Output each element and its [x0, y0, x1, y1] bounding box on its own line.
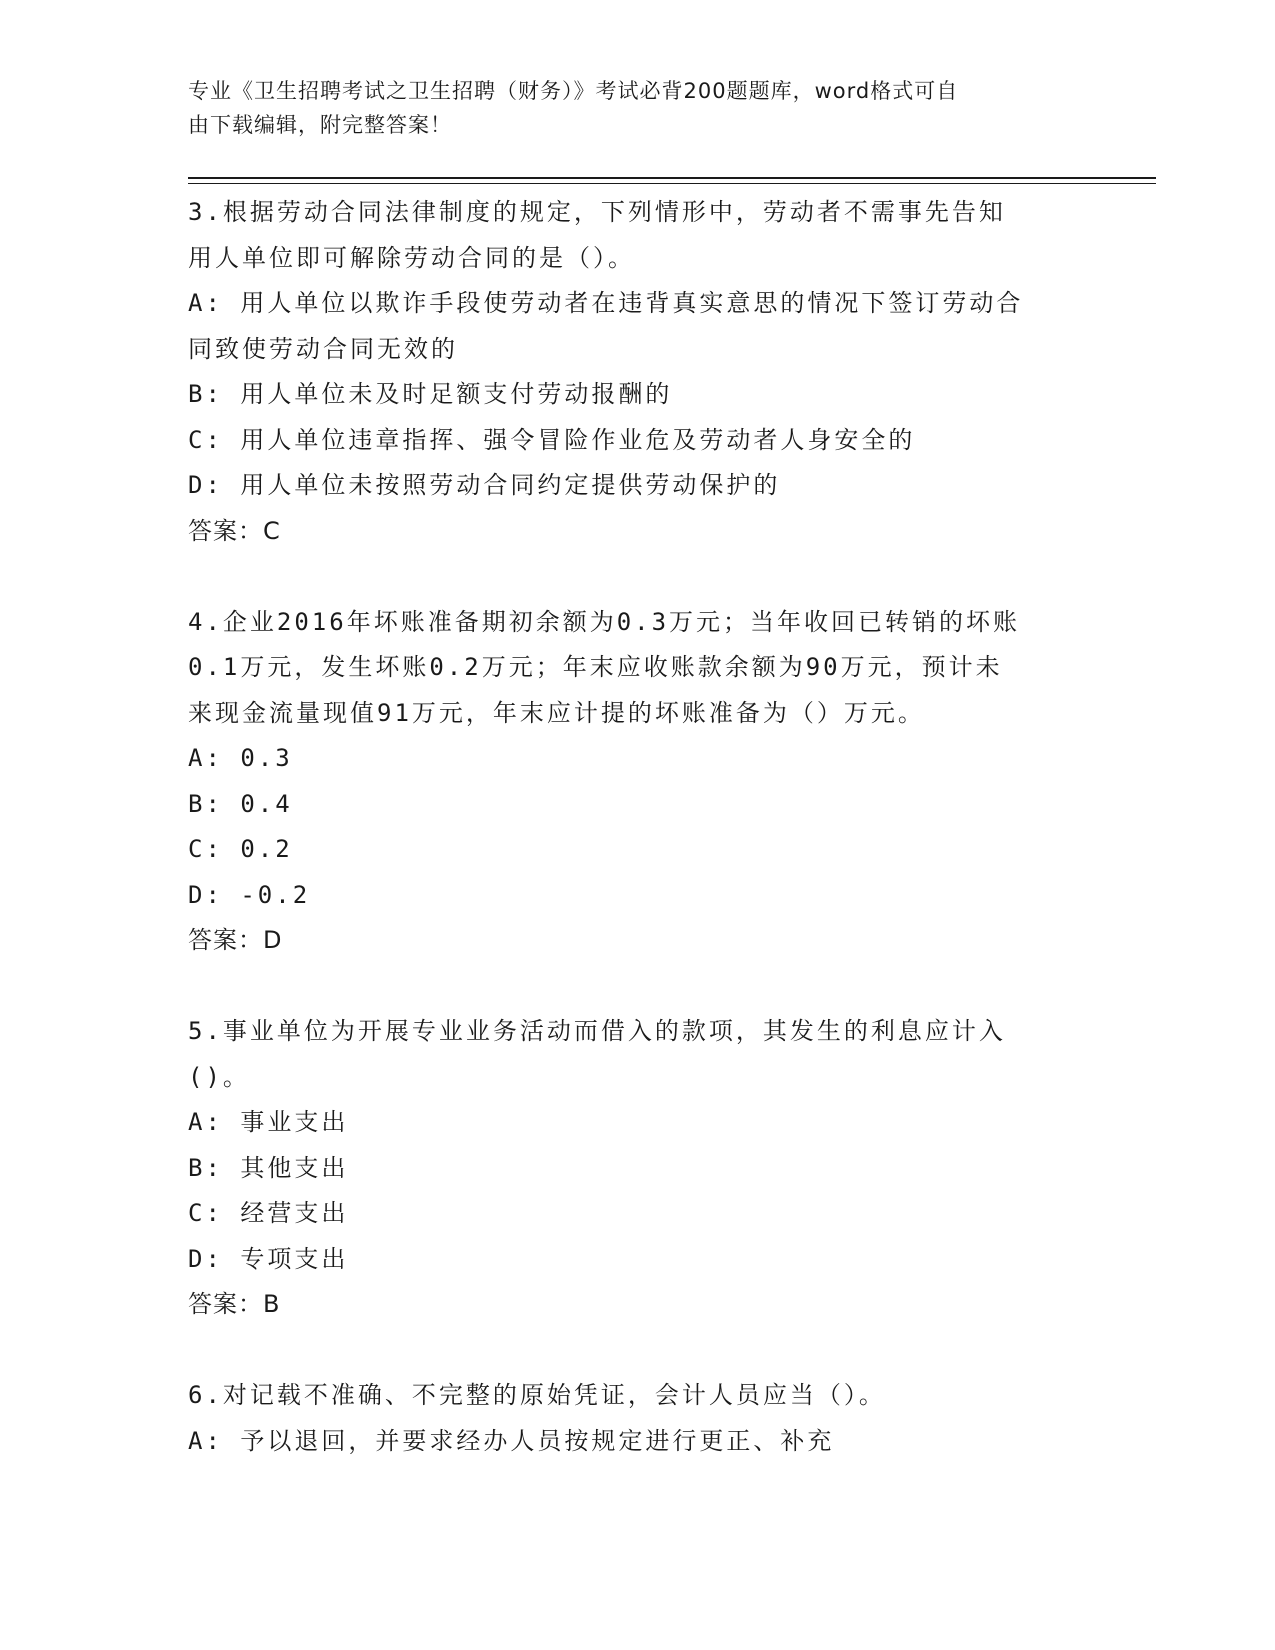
question-stem-line: 来现金流量现值91万元，年末应计提的坏账准备为（）万元。 [188, 698, 925, 727]
question-spacer [188, 964, 1128, 1010]
option-line: C: 经营支出 [188, 1199, 349, 1227]
option-line: B: 其他支出 [188, 1153, 349, 1182]
question-block [188, 600, 1128, 1010]
option-line: B: 0.4 [188, 789, 293, 818]
option-line: A: 事业支出 [188, 1108, 349, 1136]
header-line-2: 由下载编辑，附完整答案！ [188, 113, 452, 137]
question-block [188, 1009, 1128, 1373]
question-list [188, 190, 1128, 1464]
option-line: C: 0.2 [188, 835, 293, 863]
option-line: 同致使劳动合同无效的 [188, 334, 458, 363]
question-spacer [188, 1328, 1128, 1374]
option-line: D: 专项支出 [188, 1244, 349, 1273]
answer-line: 答案：D [188, 926, 283, 954]
question-stem-line: 用人单位即可解除劳动合同的是（）。 [188, 243, 635, 272]
option-line: C: 用人单位违章指挥、强令冒险作业危及劳动者人身安全的 [188, 425, 916, 454]
document-header [188, 74, 1068, 142]
question-stem-line: 5.事业单位为开展专业业务活动而借入的款项，其发生的利息应计入 [188, 1017, 1006, 1045]
option-line: D: 用人单位未按照劳动合同约定提供劳动保护的 [188, 471, 781, 499]
option-line: A: 0.3 [188, 744, 293, 772]
question-stem-line: 0.1万元，发生坏账0.2万元；年末应收账款余额为90万元，预计未 [188, 653, 1003, 681]
option-line: A: 予以退回，并要求经办人员按规定进行更正、补充 [188, 1426, 835, 1455]
answer-line: 答案：B [188, 1290, 281, 1318]
header-rule-thin [188, 183, 1156, 184]
option-line: A: 用人单位以欺诈手段使劳动者在违背真实意思的情况下签订劳动合 [188, 289, 1024, 317]
header-line-1: 专业《卫生招聘考试之卫生招聘（财务）》考试必背200题题库，word格式可自 [188, 79, 959, 103]
question-spacer [188, 554, 1128, 600]
option-line: B: 用人单位未及时足额支付劳动报酬的 [188, 380, 673, 408]
question-stem-line: 6.对记载不准确、不完整的原始凭证，会计人员应当（）。 [188, 1381, 886, 1409]
question-stem-line: 4.企业2016年坏账准备期初余额为0.3万元；当年收回已转销的坏账 [188, 607, 1021, 636]
question-block [188, 1373, 1128, 1464]
question-block [188, 190, 1128, 600]
option-line: D: -0.2 [188, 880, 311, 909]
header-rule-thick [188, 177, 1156, 179]
question-stem-line: ()。 [188, 1062, 250, 1091]
answer-line: 答案：C [188, 516, 281, 545]
question-stem-line: 3.根据劳动合同法律制度的规定，下列情形中，劳动者不需事先告知 [188, 198, 1006, 226]
